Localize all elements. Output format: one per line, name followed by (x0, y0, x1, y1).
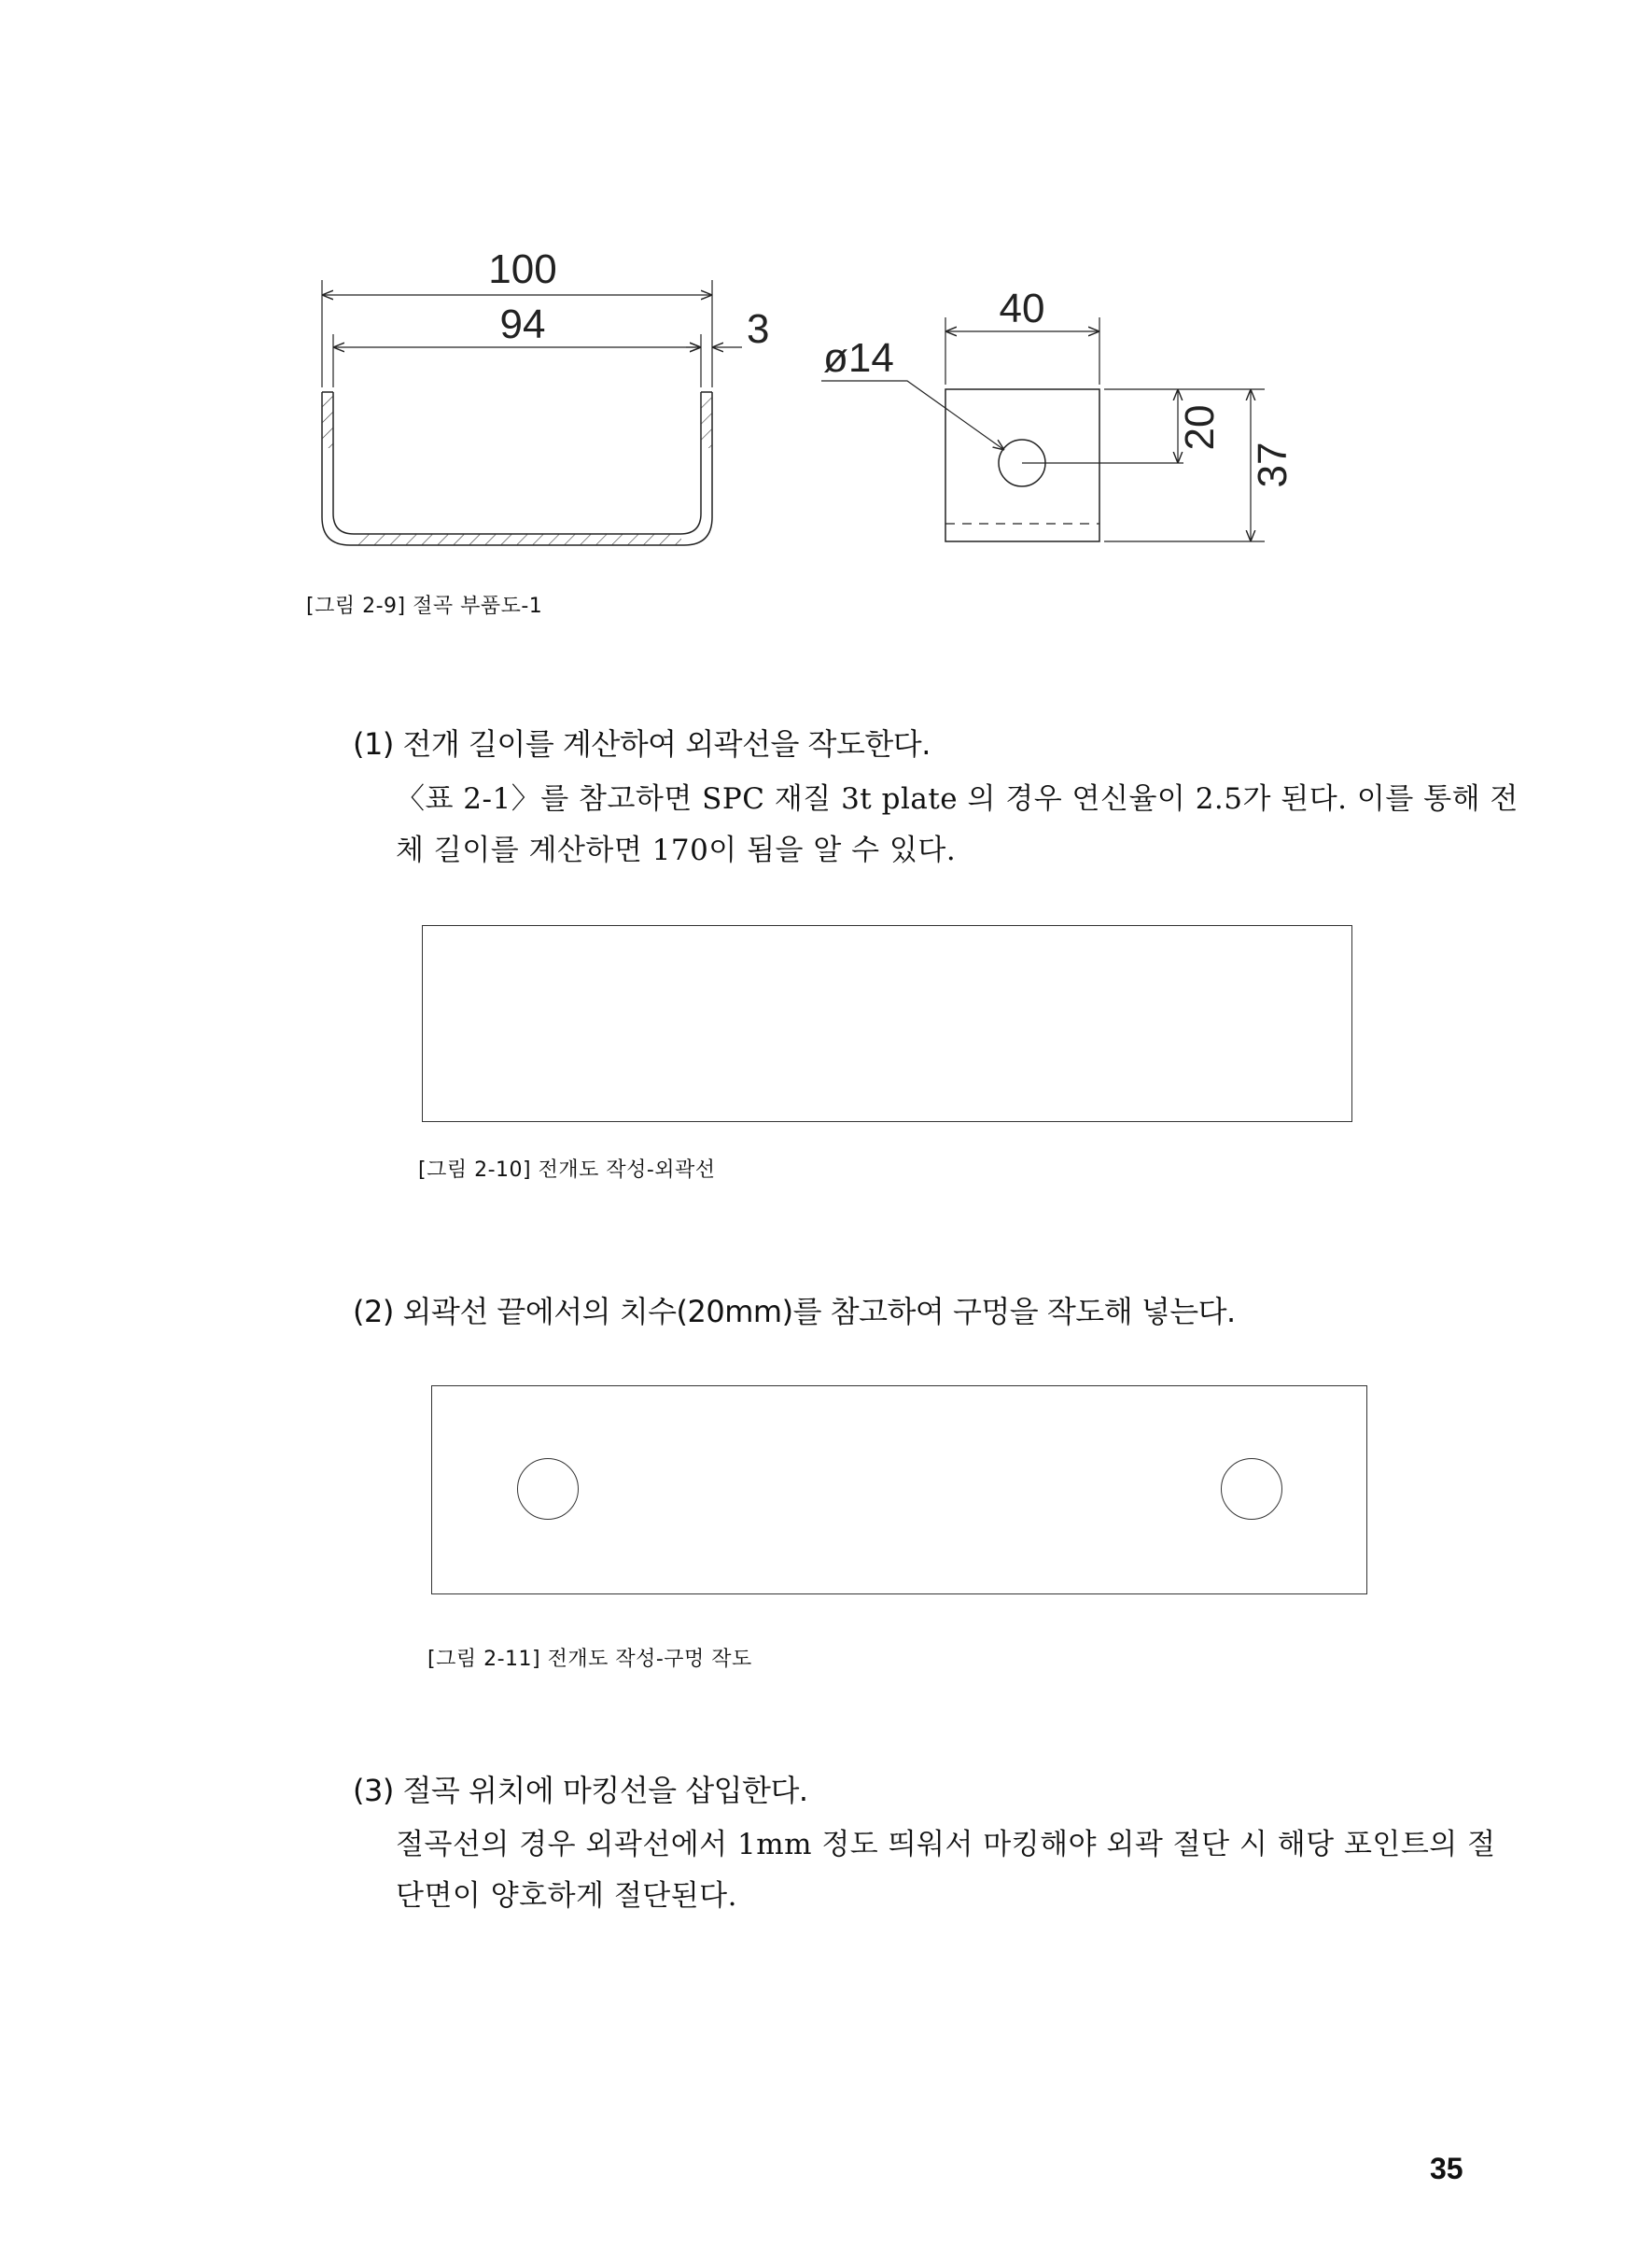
figure-2-11-outline-rect (431, 1385, 1367, 1594)
dim-text-94: 94 (499, 302, 546, 347)
page-number: 35 (1430, 2152, 1463, 2185)
step-3-paragraph-line-1: 절곡선의 경우 외곽선에서 1mm 정도 띄워서 마킹해야 외곽 절단 시 해당 포인트의 절 (396, 1828, 1496, 1861)
dim-text-40: 40 (999, 286, 1045, 331)
step-2-heading: (2) 외곽선 끝에서의 치수(20mm)를 참고하여 구멍을 작도해 넣는다. (353, 1294, 1236, 1329)
dim-text-100: 100 (488, 246, 557, 292)
figure-2-9-drawing (0, 0, 1652, 597)
dim-text-20: 20 (1177, 404, 1223, 451)
figure-2-9-caption: [그림 2-9] 절곡 부품도-1 (306, 595, 543, 618)
step-1-paragraph-line-2: 체 길이를 계산하면 170이 됨을 알 수 있다. (396, 834, 957, 867)
u-channel-front-view (322, 392, 712, 545)
side-view (945, 389, 1183, 541)
step-1-heading: (1) 전개 길이를 계산하여 외곽선을 작도한다. (353, 726, 931, 762)
hole-right (1221, 1458, 1282, 1520)
step-3-paragraph-line-2: 단면이 양호하게 절단된다. (396, 1879, 737, 1913)
figure-2-10-outline-rect (422, 925, 1352, 1122)
step-1-paragraph-line-1: 〈표 2-1〉를 참고하면 SPC 재질 3t plate 의 경우 연신율이 2.5가 된다. 이를 통해 전 (396, 782, 1519, 816)
figure-2-11-caption: [그림 2-11] 전개도 작성-구멍 작도 (427, 1648, 752, 1671)
dim-text-hole-diameter: ø14 (823, 335, 894, 381)
dim-text-3: 3 (747, 306, 770, 352)
dim-text-37: 37 (1250, 442, 1295, 488)
figure-2-10-caption: [그림 2-10] 전개도 작성-외곽선 (418, 1158, 716, 1182)
hole-left (517, 1458, 579, 1520)
step-3-heading: (3) 절곡 위치에 마킹선을 삽입한다. (353, 1773, 808, 1808)
